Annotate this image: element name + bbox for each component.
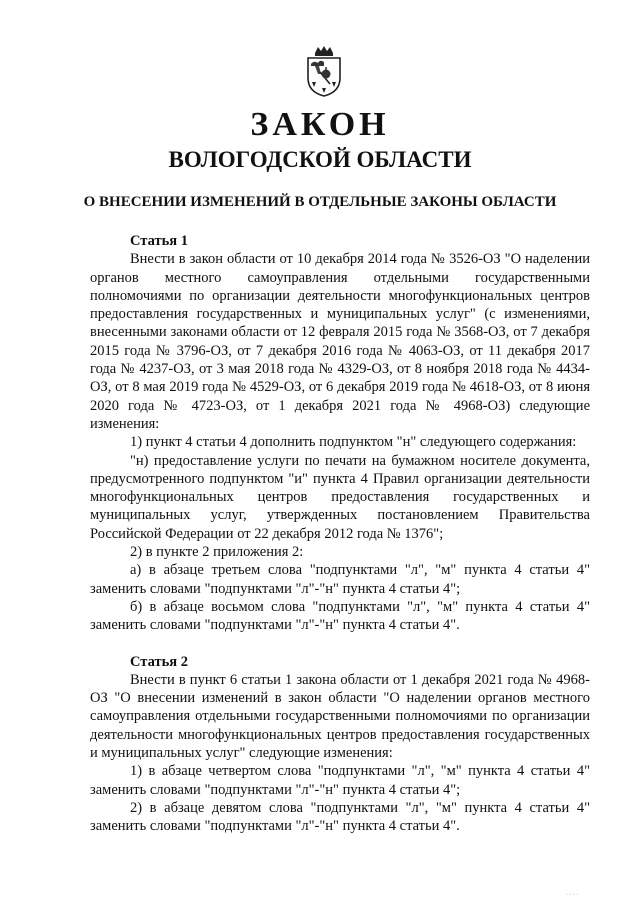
article-1-item-2b: б) в абзаце восьмом слова "подпунктами "л", "м" пункта 4 статьи 4" заменить словами "подпунктами "л"-"н" пункта 4 статьи 4". [90, 598, 590, 634]
coat-of-arms-icon [302, 44, 346, 98]
document-body [90, 232, 590, 836]
article-2-item-2: 2) в абзаце девятом слова "подпунктами "л", "м" пункта 4 статьи 4" заменить словами "подпунктами "л"-"н" пункта 4 статьи 4". [90, 799, 590, 835]
article-2-item-1: 1) в абзаце четвертом слова "подпунктами "л", "м" пункта 4 статьи 4" заменить словами "подпунктами "л"-"н" пункта 4 статьи 4"; [90, 763, 590, 798]
article-1-item-1-quote: "н) предоставление услуги по печати на бумажном носителе документа, предусмотренного подпунктом "и" пункта 4 Правил организации деятельности многофункциональных центров предоставления государственных и муниципальных услуг, утвержденных постановлением Правительства Российской Федерации от 22 декабря 2012 года № 1376"; [90, 452, 590, 542]
document-title: ЗАКОН [250, 106, 390, 143]
article-1-item-2: 2) в пункте 2 приложения 2: [130, 544, 304, 561]
article-1-heading: Статья 1 [130, 233, 188, 249]
article-1-intro: Внести в закон области от 10 декабря 2014 года № 3526-ОЗ "О наделении органов местного самоуправления отдельными государственными полномочиями по организации деятельности многофункциональных центров предоставления государственных и муниципальных услуг" (с изменениями, внесенными законами области от 12 февраля 2015 года № 3568-ОЗ, от 7 декабря 2015 года № 3796-ОЗ, от 7 декабря 2016 года № 4063-ОЗ, от 11 декабря 2017 года № 4237-ОЗ, от 3 мая 2018 года № 4329-ОЗ, от 8 ноября 2018 года № 4434-ОЗ, от 8 мая 2019 года № 4529-ОЗ, от 6 декабря 2019 года № 4618-ОЗ, от 8 июня 2020 года № 4723-ОЗ, от 1 декабря 2021 года № 4968-ОЗ) следующие изменения: [90, 251, 590, 432]
section-spacer [90, 635, 590, 653]
footer-marks: · · · · [566, 892, 579, 898]
document-name: О ВНЕСЕНИИ ИЗМЕНЕНИЙ В ОТДЕЛЬНЫЕ ЗАКОНЫ ОБЛАСТИ [83, 194, 557, 210]
document-subtitle: ВОЛОГОДСКОЙ ОБЛАСТИ [168, 147, 472, 172]
article-2-intro: Внести в пункт 6 статьи 1 закона области от 1 декабря 2021 года № 4968-ОЗ "О внесении изменений в закон области "О наделении органов местного самоуправления отдельными государственными полномочиями по организации деятельности многофункциональных центров предоставления государственных и муниципальных услуг" следующие изменения: [90, 671, 590, 762]
article-1-item-1: 1) пункт 4 статьи 4 дополнить подпунктом "н" следующего содержания: [130, 434, 577, 451]
article-1-item-2a: а) в абзаце третьем слова "подпунктами "л", "м" пункта 4 статьи 4" заменить словами "подпунктами "л"-"н" пункта 4 статьи 4"; [90, 562, 590, 597]
article-2-heading: Статья 2 [130, 653, 188, 670]
